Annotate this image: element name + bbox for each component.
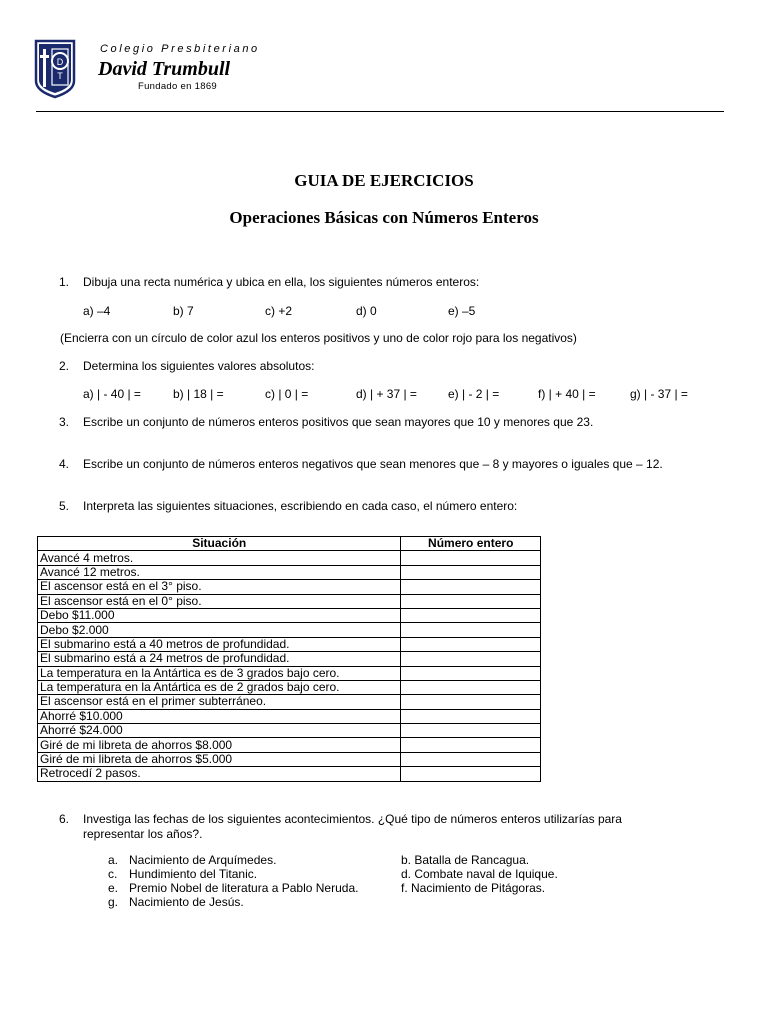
answer-cell[interactable] <box>401 652 541 666</box>
table-row <box>38 580 541 594</box>
page-title: GUIA DE EJERCICIOS <box>294 171 474 190</box>
answer-cell[interactable] <box>401 637 541 651</box>
situation-cell: Avancé 4 metros. <box>38 551 401 565</box>
situation-cell: Retrocedí 2 pasos. <box>38 767 401 781</box>
situation-cell: Ahorré $24.000 <box>38 724 401 738</box>
table-row <box>38 709 541 723</box>
q2-option-g: g) | - 37 | = <box>630 387 688 401</box>
table-row <box>38 652 541 666</box>
q6-item-b: b. Batalla de Rancagua. <box>401 853 530 867</box>
q6-item-d: d. Combate naval de Iquique. <box>401 867 558 881</box>
situation-cell: Debo $2.000 <box>38 623 401 637</box>
table-header-number: Número entero <box>401 537 541 551</box>
q6-item-e-letter: e. <box>108 881 119 895</box>
table-row <box>38 752 541 766</box>
q2-option-a: a) | - 40 | = <box>83 387 141 401</box>
answer-cell[interactable] <box>401 580 541 594</box>
q1-option-d: d) 0 <box>356 304 377 318</box>
q5-number: 5. <box>59 499 70 513</box>
answer-cell[interactable] <box>401 752 541 766</box>
q6-item-c: Hundimiento del Titanic. <box>129 867 258 881</box>
situation-cell: El ascensor está en el 3° piso. <box>38 580 401 594</box>
answer-cell[interactable] <box>401 695 541 709</box>
q2-text: Determina los siguientes valores absolutos: <box>83 359 315 373</box>
situation-cell: Debo $11.000 <box>38 608 401 622</box>
answer-cell[interactable] <box>401 767 541 781</box>
situation-cell: La temperatura en la Antártica es de 3 grados bajo cero. <box>38 666 401 680</box>
header-rule <box>36 111 724 112</box>
q6-item-g: Nacimiento de Jesús. <box>129 895 244 909</box>
answer-cell[interactable] <box>401 608 541 622</box>
answer-cell[interactable] <box>401 680 541 694</box>
table-row <box>38 608 541 622</box>
q1-number: 1. <box>59 275 70 289</box>
school-logo <box>34 39 76 99</box>
q1-option-a: a) –4 <box>83 304 111 318</box>
q4-text: Escribe un conjunto de números enteros negativos que sean menores que – 8 y mayores o iguales que – 12. <box>83 457 663 471</box>
table-row <box>38 637 541 651</box>
q2-option-e: e) | - 2 | = <box>448 387 500 401</box>
situation-cell: Ahorré $10.000 <box>38 709 401 723</box>
situation-cell: Giré de mi libreta de ahorros $8.000 <box>38 738 401 752</box>
q1-note: (Encierra con un círculo de color azul los enteros positivos y uno de color rojo para los negativos) <box>60 331 577 345</box>
table-row <box>38 680 541 694</box>
table-row <box>38 724 541 738</box>
q6-item-a: Nacimiento de Arquímedes. <box>129 853 277 867</box>
q2-option-b: b) | 18 | = <box>173 387 224 401</box>
q4-number: 4. <box>59 457 70 471</box>
q6-item-e: Premio Nobel de literatura a Pablo Neruda. <box>129 881 359 895</box>
svg-text:T: T <box>57 71 63 81</box>
answer-cell[interactable] <box>401 666 541 680</box>
table-row <box>38 551 541 565</box>
q2-option-f: f) | + 40 | = <box>538 387 596 401</box>
situation-cell: El submarino está a 40 metros de profundidad. <box>38 637 401 651</box>
table-row <box>38 565 541 579</box>
q3-number: 3. <box>59 415 70 429</box>
table-row <box>38 695 541 709</box>
q3-text: Escribe un conjunto de números enteros positivos que sean mayores que 10 y menores que 23. <box>83 415 594 429</box>
table-row <box>38 767 541 781</box>
situation-cell: El ascensor está en el primer subterráneo. <box>38 695 401 709</box>
answer-cell[interactable] <box>401 594 541 608</box>
q6-number: 6. <box>59 812 70 826</box>
situation-cell: Avancé 12 metros. <box>38 565 401 579</box>
q6-item-c-letter: c. <box>108 867 118 881</box>
school-prefix: Colegio Presbiteriano <box>100 43 260 55</box>
table-header-situation: Situación <box>38 537 401 551</box>
page-subtitle: Operaciones Básicas con Números Enteros <box>229 208 539 227</box>
situations-table <box>37 536 541 782</box>
table-row <box>38 623 541 637</box>
situation-cell: El ascensor está en el 0° piso. <box>38 594 401 608</box>
q2-option-c: c) | 0 | = <box>265 387 309 401</box>
answer-cell[interactable] <box>401 709 541 723</box>
q1-option-b: b) 7 <box>173 304 194 318</box>
school-name: David Trumbull <box>98 58 231 80</box>
answer-cell[interactable] <box>401 738 541 752</box>
q6-text-line2: representar los años?. <box>83 827 203 841</box>
answer-cell[interactable] <box>401 724 541 738</box>
q1-text: Dibuja una recta numérica y ubica en ella, los siguientes números enteros: <box>83 275 480 289</box>
q6-item-g-letter: g. <box>108 895 119 909</box>
table-row <box>38 666 541 680</box>
answer-cell[interactable] <box>401 551 541 565</box>
situation-cell: Giré de mi libreta de ahorros $5.000 <box>38 752 401 766</box>
q6-text-line1: Investiga las fechas de los siguientes acontecimientos. ¿Qué tipo de números enteros utilizarías para <box>83 812 622 826</box>
q1-option-c: c) +2 <box>265 304 293 318</box>
q5-text: Interpreta las siguientes situaciones, escribiendo en cada caso, el número entero: <box>83 499 518 513</box>
situation-cell: La temperatura en la Antártica es de 2 grados bajo cero. <box>38 680 401 694</box>
table-row <box>38 738 541 752</box>
school-founded: Fundado en 1869 <box>138 81 217 92</box>
q2-number: 2. <box>59 359 70 373</box>
table-row <box>38 594 541 608</box>
svg-text:D: D <box>56 57 64 67</box>
table-header-row <box>38 537 541 551</box>
q1-option-e: e) –5 <box>448 304 476 318</box>
answer-cell[interactable] <box>401 565 541 579</box>
q2-option-d: d) | + 37 | = <box>356 387 417 401</box>
answer-cell[interactable] <box>401 623 541 637</box>
q6-item-f: f. Nacimiento de Pitágoras. <box>401 881 546 895</box>
situation-cell: El submarino está a 24 metros de profundidad. <box>38 652 401 666</box>
q6-item-a-letter: a. <box>108 853 119 867</box>
